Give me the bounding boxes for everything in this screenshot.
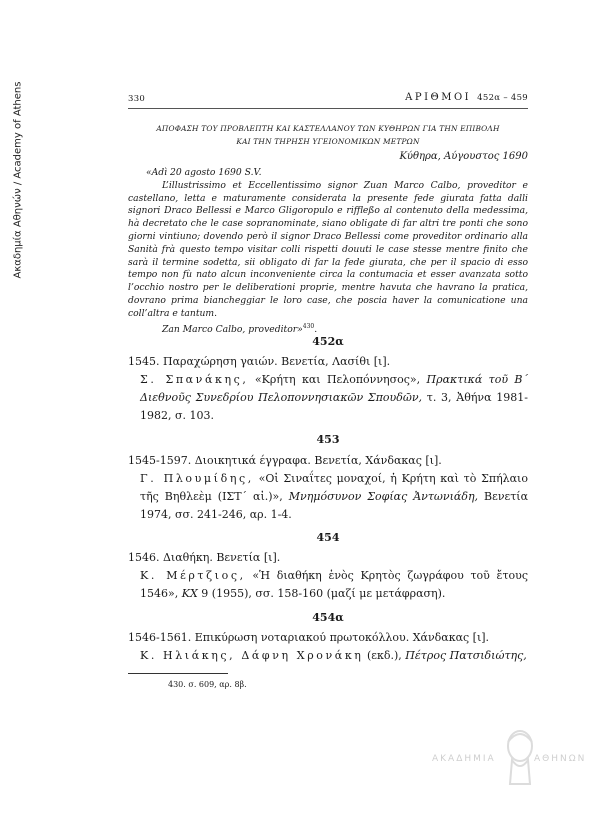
entry-number: 454α	[312, 611, 344, 624]
entry-headline: 1546. Διαθήκη. Βενετία [ι].	[128, 551, 281, 564]
citation-source: ΚΧ	[181, 587, 198, 600]
citation-author: Κ. Ηλιάκης, Δάφνη Χρονάκη	[140, 649, 364, 662]
entry-number: 452α	[312, 335, 344, 348]
running-header	[128, 92, 528, 106]
citation-title: (εκδ.),	[367, 649, 402, 662]
watermark-right-text: ΑΘΗΝΩΝ	[534, 754, 587, 764]
citation-title: «Οἱ Σιναΐτες μοναχοί, ἡ Κρήτη καὶ τὸ Σπήλαιο τῆς Βηθλεὲμ (ΙΣΤ΄ αἰ.)»,	[140, 472, 528, 503]
document-title-line1: ΑΠΟΦΑΣΗ ΤΟΥ ΠΡΟΒΛΕΠΤΗ ΚΑΙ ΚΑΣΤΕΛΛΑΝΟΥ ΤΩΝ ΚΥΘΗΡΩΝ ΓΙΑ ΤΗΝ ΕΠΙΒΟΛΗ	[156, 124, 500, 133]
citation-author: Σ. Σπανάκης,	[140, 373, 249, 386]
citation-author: Γ. Πλουμίδης,	[140, 472, 254, 485]
archive-side-label	[8, 40, 28, 320]
entry-citation	[140, 647, 528, 665]
citation-title: «Κρήτη και Πελοπόννησος»,	[254, 373, 421, 386]
quote-signature: Zan Marco Calbo, proveditor»	[162, 323, 303, 335]
page-number: 330	[128, 94, 146, 104]
citation-title: «Ἡ διαθήκη ἑνὸς Κρητὸς ζωγράφου τοῦ ἔτους 1546»,	[140, 569, 529, 600]
entry-citation	[140, 371, 528, 425]
entry-headline: 1545-1597. Διοικητικά έγγραφα. Βενετία, Χάνδακας [ι].	[128, 454, 442, 467]
citation-rest: 9 (1955), σσ. 158-160 (μαζί με μετάφραση).	[201, 587, 446, 600]
entry-citation	[140, 567, 528, 603]
quote-body: L’illustrissimo et Eccellentissimo signor Zuan Marco Calbo, proveditor e castellano, letta e maturamente considerata la presente fede giurata fatta dalli signori Draco Bellessi e Marco Gligoropulo e riffleßo al contenuto della medessima, hà decretato che le case sopranominate, siano obligate di far altri tre ponti che sono giorni vintiuno; dovendo però il signor Draco Bellessi come proveditor ordinario alla Sanità frà questo tempo visitar colli rispetti douuti le case stesse mentre finito che sarà il termine sodetta, sii obligato di far la fede giurata, che per il spacio di esso tempo non fù nato alcun inconveniente circa la contumacia et esser avanzata sotto l’occhio nostro per le deliberationi proprie, mentre havuta che havrano la pratica, dovrano prima biancheggiar le loro case, che poscia haver la comunicatione una coll’altra e tantum.	[128, 179, 528, 319]
footnote: 430. σ. 609, αρ. 8β.	[168, 680, 247, 689]
citation-source: Πρακτικά τοῦ Β΄ Διεθνοῦς Συνεδρίου Πελοποννησιακῶν Σπουδῶν,	[140, 373, 529, 404]
citation-source: Πέτρος Πατσιδιώτης,	[405, 649, 527, 662]
footnote-rule	[128, 673, 228, 674]
quote-date: «Adì 20 agosto 1690 S.V.	[146, 167, 262, 178]
footnote-ref: 430	[302, 322, 315, 330]
citation-author: Κ. Μέρτζιος,	[140, 569, 246, 582]
watermark-left-text: ΑΚΑΔΗΜΙΑ	[432, 754, 496, 764]
entry-headline: 1545. Παραχώρηση γαιών. Βενετία, Λασίθι [ι].	[128, 355, 391, 368]
entry-headline: 1546-1561. Επικύρωση νοταριακού πρωτοκόλλου. Χάνδακας [ι].	[128, 631, 490, 644]
side-label-text: Ακαδημία Αθηνών / Academy of Athens	[12, 81, 24, 279]
running-title-range: 452α – 459	[477, 93, 528, 103]
document-title-line2: ΚΑΙ ΤΗΝ ΤΗΡΗΣΗ ΥΓΕΙΟΝΟΜΙΚΩΝ ΜΕΤΡΩΝ	[236, 137, 420, 146]
running-title	[405, 92, 528, 103]
document-quote	[128, 167, 528, 336]
citation-source: Μνημόσυνον Σοφίας Ἀντωνιάδη,	[288, 490, 479, 503]
running-title-main: ΑΡΙΘΜΟΙ	[405, 92, 472, 103]
entry-number: 454	[316, 531, 340, 544]
quote-signature-line: Zan Marco Calbo, proveditor»$^{430}$.	[162, 322, 318, 335]
citation-rest: Βενετία 1974, σσ. 241-246, αρ. 1-4.	[140, 490, 529, 521]
entry-number: 453	[316, 433, 340, 446]
document-place-date: Κύθηρα, Αύγουστος 1690	[399, 151, 528, 162]
academy-watermark	[430, 720, 587, 810]
citation-rest: τ. 3, Ἀθήνα 1981-1982, σ. 103.	[140, 391, 528, 422]
header-rule	[128, 108, 528, 109]
document-title	[128, 122, 528, 148]
entry-citation	[140, 470, 528, 524]
